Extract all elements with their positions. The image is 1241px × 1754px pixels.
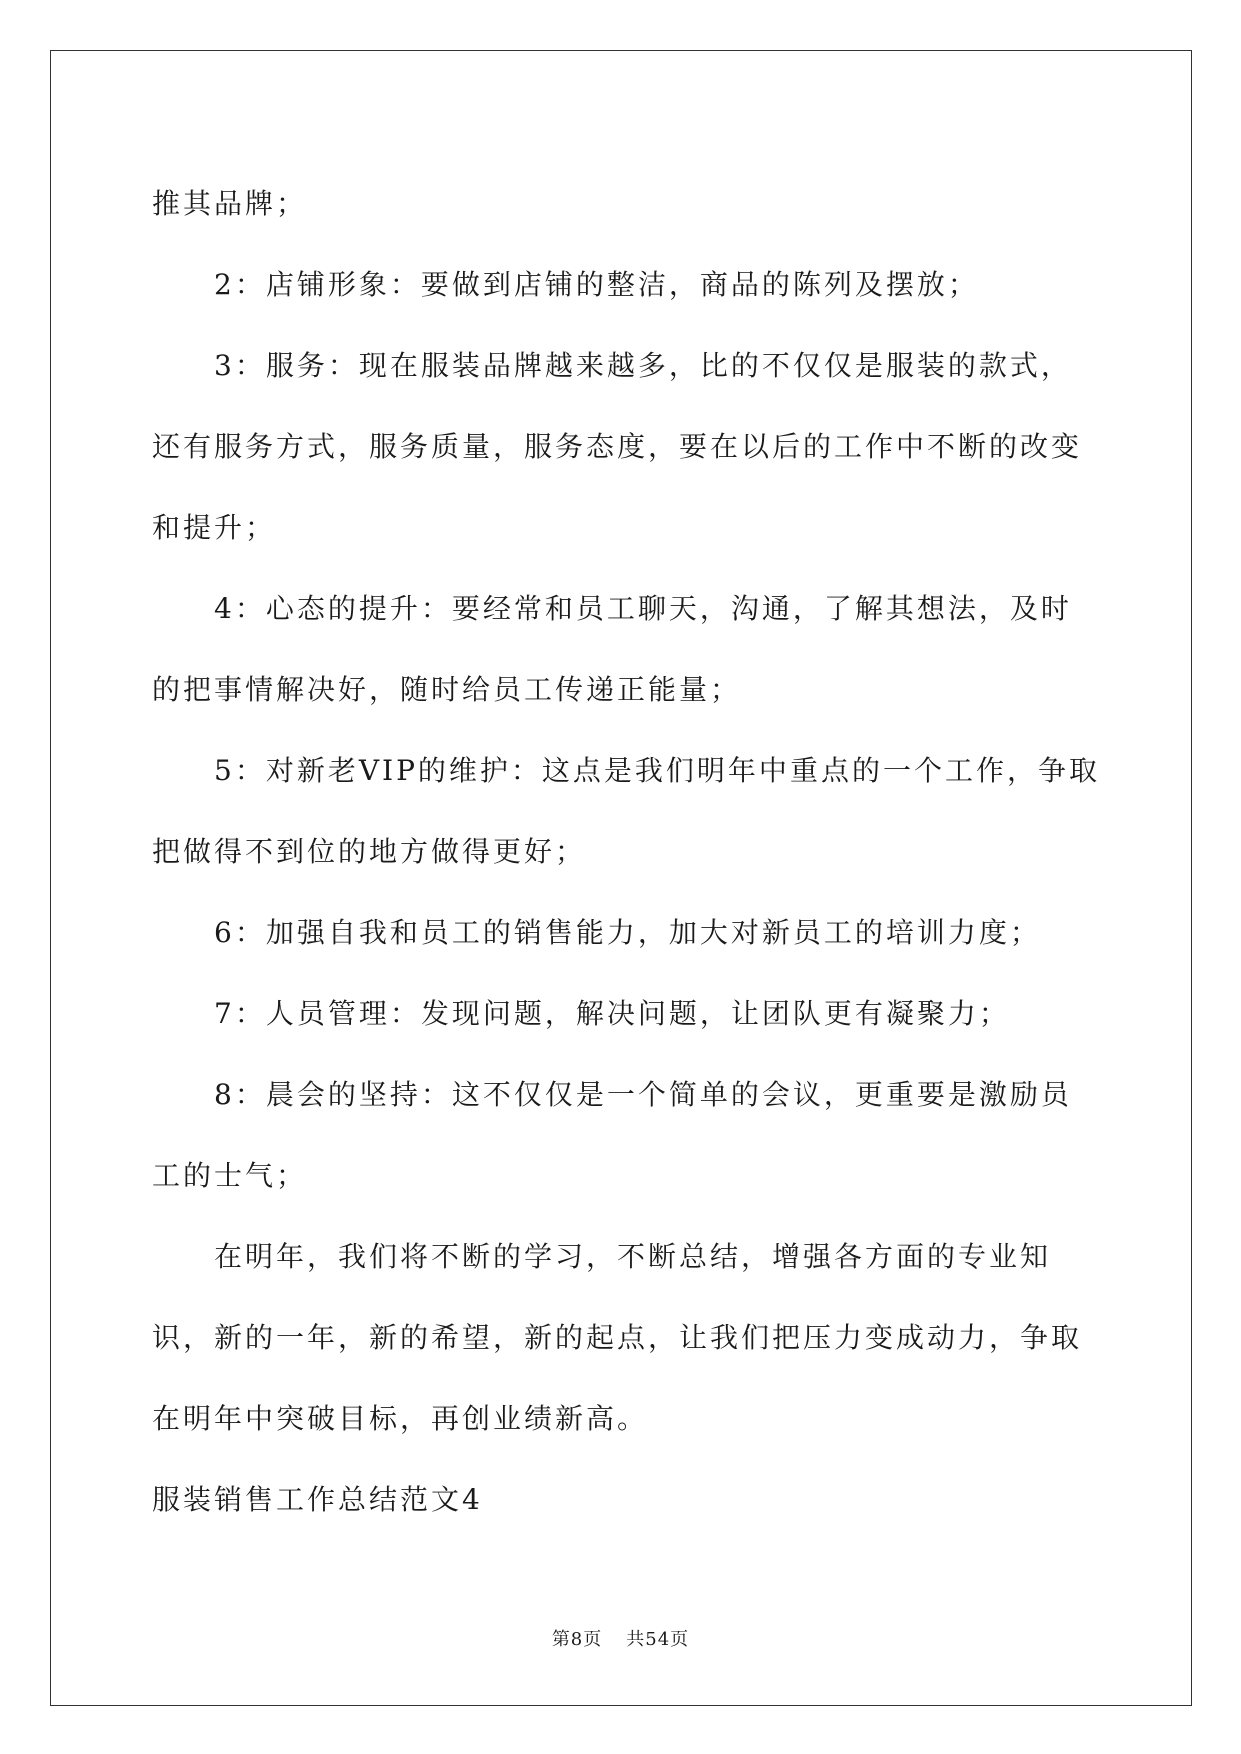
paragraph-item-7: 7：人员管理：发现问题，解决问题，让团队更有凝聚力； xyxy=(214,997,1010,1030)
section-heading: 服装销售工作总结范文4 xyxy=(152,1483,483,1516)
paragraph-conclusion: 在明年，我们将不断的学习，不断总结，增强各方面的专业知识，新的一年，新的希望，新的起点，让我们把压力变成动力，争取在明年中突破目标，再创业绩新高。 xyxy=(152,1240,1083,1435)
paragraph-item-5: 5：对新老VIP的维护：这点是我们明年中重点的一个工作，争取把做得不到位的地方做得更好； xyxy=(152,754,1100,868)
paragraph-item-6: 6：加强自我和员工的销售能力，加大对新员工的培训力度； xyxy=(214,916,1041,949)
page-total: 共54页 xyxy=(626,1629,690,1650)
paragraph-brand: 推其品牌； xyxy=(152,187,308,220)
page-number: 第8页 xyxy=(551,1629,603,1650)
paragraph-item-2: 2：店铺形象：要做到店铺的整洁，商品的陈列及摆放； xyxy=(214,268,979,301)
paragraph-item-4: 4：心态的提升：要经常和员工聊天，沟通，了解其想法，及时的把事情解决好，随时给员工传递正能量； xyxy=(152,592,1072,706)
paragraph-item-8: 8：晨会的坚持：这不仅仅是一个简单的会议，更重要是激励员工的士气； xyxy=(152,1078,1072,1192)
document-body xyxy=(152,163,1102,1540)
paragraph-item-3: 3：服务：现在服装品牌越来越多，比的不仅仅是服装的款式，还有服务方式，服务质量，服务态度，要在以后的工作中不断的改变和提升； xyxy=(152,349,1083,544)
page-footer xyxy=(0,1628,1241,1652)
